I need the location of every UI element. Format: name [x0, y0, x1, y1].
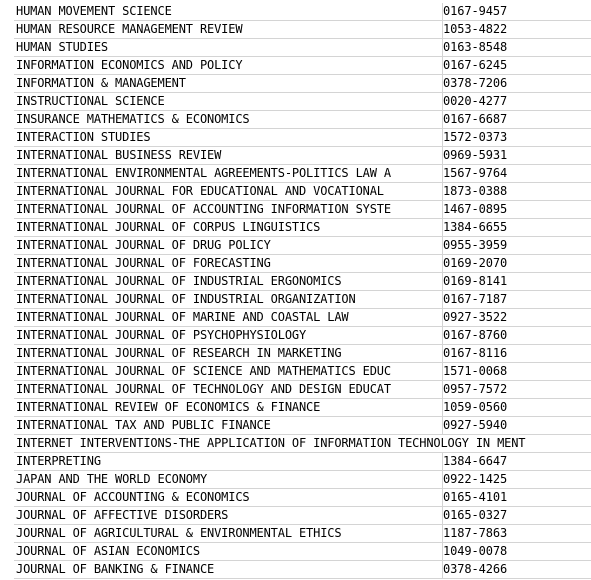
table-row	[0, 291, 591, 309]
table-row	[0, 147, 591, 165]
table-row	[0, 219, 591, 237]
issn-cell[interactable]: 0167-6245	[442, 57, 591, 75]
journal-title-cell[interactable]: INTERNATIONAL JOURNAL OF INDUSTRIAL ORGANIZATION	[14, 291, 443, 309]
journal-title-cell[interactable]: INTERNATIONAL JOURNAL OF SCIENCE AND MATHEMATICS EDUC	[14, 363, 443, 381]
issn-cell[interactable]: 0927-3522	[442, 309, 591, 327]
table-row	[0, 453, 591, 471]
issn-cell[interactable]: 0020-4277	[442, 93, 591, 111]
table-row	[0, 435, 591, 453]
issn-cell[interactable]: 0163-8548	[442, 39, 591, 57]
journal-title-cell[interactable]: INTERNATIONAL REVIEW OF ECONOMICS & FINANCE	[14, 399, 443, 417]
issn-cell[interactable]: 1384-6655	[442, 219, 591, 237]
issn-cell[interactable]: 1187-7863	[442, 525, 591, 543]
issn-cell[interactable]: 0165-4101	[442, 489, 591, 507]
table-row	[0, 3, 591, 21]
journal-title-cell[interactable]: INTERNATIONAL JOURNAL OF TECHNOLOGY AND DESIGN EDUCAT	[14, 381, 443, 399]
table-row	[0, 93, 591, 111]
journal-title-cell[interactable]: INTERNATIONAL JOURNAL OF DRUG POLICY	[14, 237, 443, 255]
journal-title-cell[interactable]: INFORMATION & MANAGEMENT	[14, 75, 443, 93]
table-row	[0, 309, 591, 327]
issn-cell[interactable]: 0165-0327	[442, 507, 591, 525]
journal-title-cell[interactable]: INTERNATIONAL JOURNAL FOR EDUCATIONAL AND VOCATIONAL	[14, 183, 443, 201]
issn-cell[interactable]: 0167-9457	[442, 3, 591, 21]
journal-title-cell[interactable]: JOURNAL OF BANKING & FINANCE	[14, 561, 443, 579]
spreadsheet-grid	[0, 3, 591, 579]
journal-title-cell[interactable]: JOURNAL OF ACCOUNTING & ECONOMICS	[14, 489, 443, 507]
issn-cell[interactable]: 0167-8760	[442, 327, 591, 345]
journal-title-cell[interactable]: INTERNET INTERVENTIONS-THE APPLICATION OF INFORMATION TECHNOLOGY IN MENT	[14, 435, 591, 453]
journal-title-cell[interactable]: INTERNATIONAL JOURNAL OF CORPUS LINGUISTICS	[14, 219, 443, 237]
table-row	[0, 543, 591, 561]
table-row	[0, 75, 591, 93]
journal-title-cell[interactable]: INSTRUCTIONAL SCIENCE	[14, 93, 443, 111]
journal-title-cell[interactable]: INTERACTION STUDIES	[14, 129, 443, 147]
table-row	[0, 345, 591, 363]
issn-cell[interactable]: 0167-6687	[442, 111, 591, 129]
table-row	[0, 489, 591, 507]
issn-cell[interactable]: 1467-0895	[442, 201, 591, 219]
journal-title-cell[interactable]: INTERNATIONAL JOURNAL OF PSYCHOPHYSIOLOGY	[14, 327, 443, 345]
journal-title-cell[interactable]: JAPAN AND THE WORLD ECONOMY	[14, 471, 443, 489]
issn-cell[interactable]: 0169-2070	[442, 255, 591, 273]
journal-title-cell[interactable]: HUMAN RESOURCE MANAGEMENT REVIEW	[14, 21, 443, 39]
issn-cell[interactable]: 1572-0373	[442, 129, 591, 147]
issn-cell[interactable]: 0169-8141	[442, 273, 591, 291]
journal-title-cell[interactable]: JOURNAL OF AGRICULTURAL & ENVIRONMENTAL ETHICS	[14, 525, 443, 543]
table-row	[0, 201, 591, 219]
journal-title-cell[interactable]: INTERNATIONAL JOURNAL OF ACCOUNTING INFORMATION SYSTE	[14, 201, 443, 219]
table-row	[0, 129, 591, 147]
journal-title-cell[interactable]: INTERNATIONAL JOURNAL OF INDUSTRIAL ERGONOMICS	[14, 273, 443, 291]
table-row	[0, 561, 591, 579]
table-row	[0, 363, 591, 381]
issn-cell[interactable]: 1053-4822	[442, 21, 591, 39]
table-row	[0, 417, 591, 435]
journal-title-cell[interactable]: JOURNAL OF AFFECTIVE DISORDERS	[14, 507, 443, 525]
issn-cell[interactable]: 0378-7206	[442, 75, 591, 93]
table-row	[0, 471, 591, 489]
journal-title-cell[interactable]: INTERNATIONAL JOURNAL OF MARINE AND COASTAL LAW	[14, 309, 443, 327]
issn-cell[interactable]: 0378-4266	[442, 561, 591, 579]
issn-cell[interactable]: 0969-5931	[442, 147, 591, 165]
journal-title-cell[interactable]: INTERNATIONAL JOURNAL OF FORECASTING	[14, 255, 443, 273]
issn-cell[interactable]: 0167-8116	[442, 345, 591, 363]
journal-title-cell[interactable]: INTERNATIONAL JOURNAL OF RESEARCH IN MARKETING	[14, 345, 443, 363]
table-row	[0, 399, 591, 417]
journal-title-cell[interactable]: JOURNAL OF ASIAN ECONOMICS	[14, 543, 443, 561]
table-row	[0, 381, 591, 399]
issn-cell[interactable]: 1567-9764	[442, 165, 591, 183]
journal-title-cell[interactable]: INTERNATIONAL ENVIRONMENTAL AGREEMENTS-POLITICS LAW A	[14, 165, 443, 183]
journal-title-cell[interactable]: INTERNATIONAL TAX AND PUBLIC FINANCE	[14, 417, 443, 435]
table-row	[0, 327, 591, 345]
table-row	[0, 525, 591, 543]
issn-cell[interactable]: 0957-7572	[442, 381, 591, 399]
issn-cell[interactable]: 1049-0078	[442, 543, 591, 561]
journal-title-cell[interactable]: INTERNATIONAL BUSINESS REVIEW	[14, 147, 443, 165]
issn-cell[interactable]: 0955-3959	[442, 237, 591, 255]
table-row	[0, 57, 591, 75]
journal-title-cell[interactable]: HUMAN STUDIES	[14, 39, 443, 57]
issn-cell[interactable]: 1059-0560	[442, 399, 591, 417]
journal-title-cell[interactable]: INTERPRETING	[14, 453, 443, 471]
issn-cell[interactable]: 0922-1425	[442, 471, 591, 489]
table-row	[0, 21, 591, 39]
table-row	[0, 111, 591, 129]
issn-cell[interactable]: 0927-5940	[442, 417, 591, 435]
issn-cell[interactable]: 1384-6647	[442, 453, 591, 471]
journal-title-cell[interactable]: HUMAN MOVEMENT SCIENCE	[14, 3, 443, 21]
table-row	[0, 237, 591, 255]
table-row	[0, 165, 591, 183]
journal-title-cell[interactable]: INSURANCE MATHEMATICS & ECONOMICS	[14, 111, 443, 129]
issn-cell[interactable]: 0167-7187	[442, 291, 591, 309]
table-row	[0, 273, 591, 291]
table-row	[0, 39, 591, 57]
table-row	[0, 183, 591, 201]
table-row	[0, 255, 591, 273]
issn-cell[interactable]: 1873-0388	[442, 183, 591, 201]
journal-title-cell[interactable]: INFORMATION ECONOMICS AND POLICY	[14, 57, 443, 75]
issn-cell[interactable]: 1571-0068	[442, 363, 591, 381]
table-row	[0, 507, 591, 525]
